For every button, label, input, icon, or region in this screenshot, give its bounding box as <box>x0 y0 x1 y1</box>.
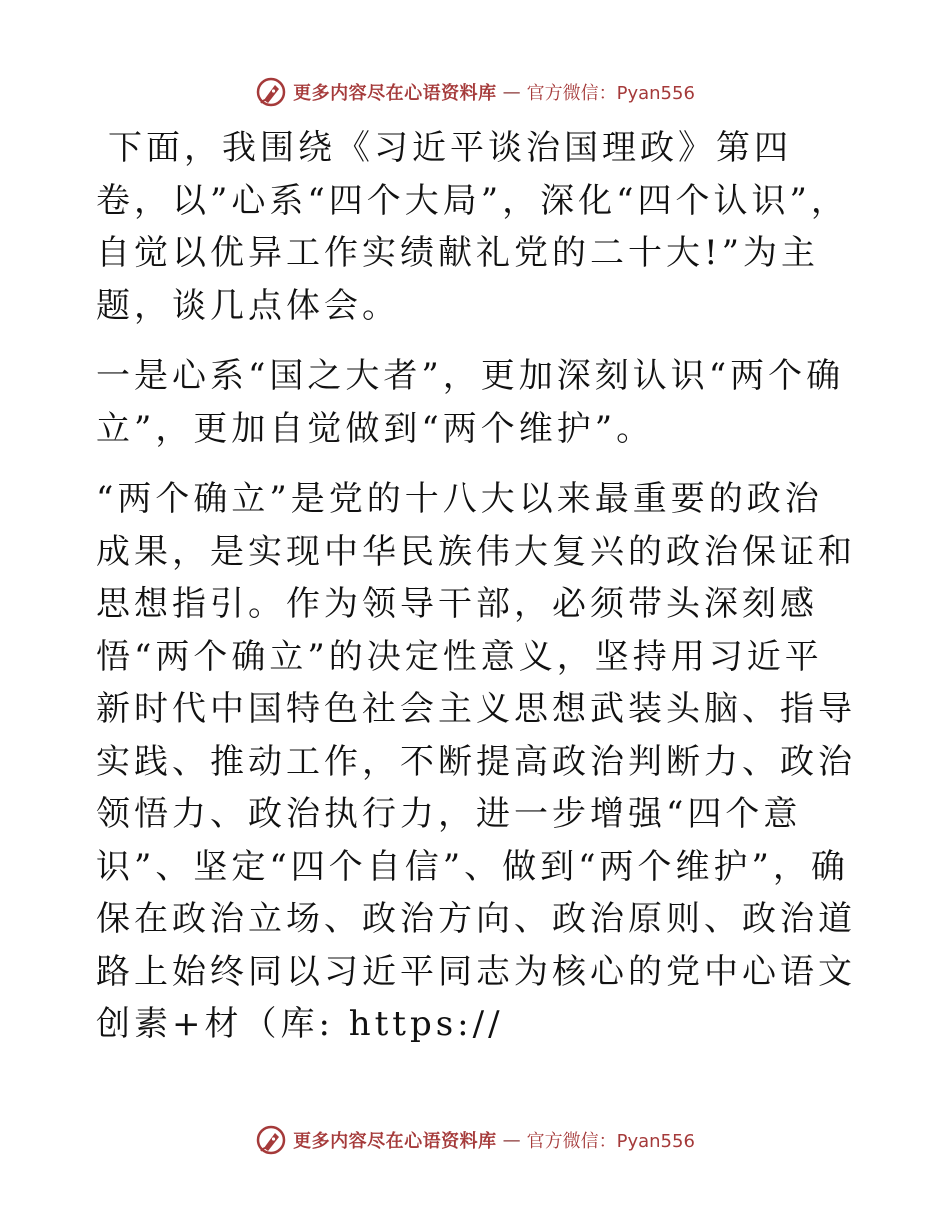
header-banner-separator: — <box>502 81 521 103</box>
footer-banner-separator: — <box>502 1129 521 1151</box>
page-header-banner <box>0 72 950 112</box>
page-footer-banner <box>0 1120 950 1160</box>
paragraph-point-one: 一是心系“国之大者”，更加深刻认识“两个确立”，更加自觉做到“两个维护”。 <box>96 356 845 449</box>
paragraph-intro: 下面，我围绕《习近平谈治国理政》第四卷，以”心系“四个大局”，深化“四个认识”，自觉以优异工作实绩献礼党的二十大!”为主题，谈几点体会。 <box>96 128 849 326</box>
footer-contact-text: 官方微信：Pyan556 <box>526 1131 695 1152</box>
footer-banner-text: 更多内容尽在心语资料库 <box>293 1131 497 1152</box>
document-body <box>96 122 856 1069</box>
paragraph-two-establishments: “两个确立”是党的十八大以来最重要的政治成果，是实现中华民族伟大复兴的政治保证和思想指引。作为领导干部，必须带头深刻感悟“两个确立”的决定性意义，坚持用习近平新时代中国特色社会主义思想武装头脑、指导实践、推动工作，不断提高政治判断力、政治领悟力、政治执行力，进一步增强“四个意识”、坚定“四个自信”、做到“两个维护”，确保在政治立场、政治方向、政治原则、政治道路上始终同以习近平同志为核心的党中心语文创素+材（库: https:// <box>96 479 856 1044</box>
header-banner-text: 更多内容尽在心语资料库 <box>293 83 497 104</box>
header-contact-text: 官方微信：Pyan556 <box>526 83 695 104</box>
pen-nib-seal-icon <box>255 1124 287 1156</box>
pen-nib-seal-icon <box>255 76 287 108</box>
